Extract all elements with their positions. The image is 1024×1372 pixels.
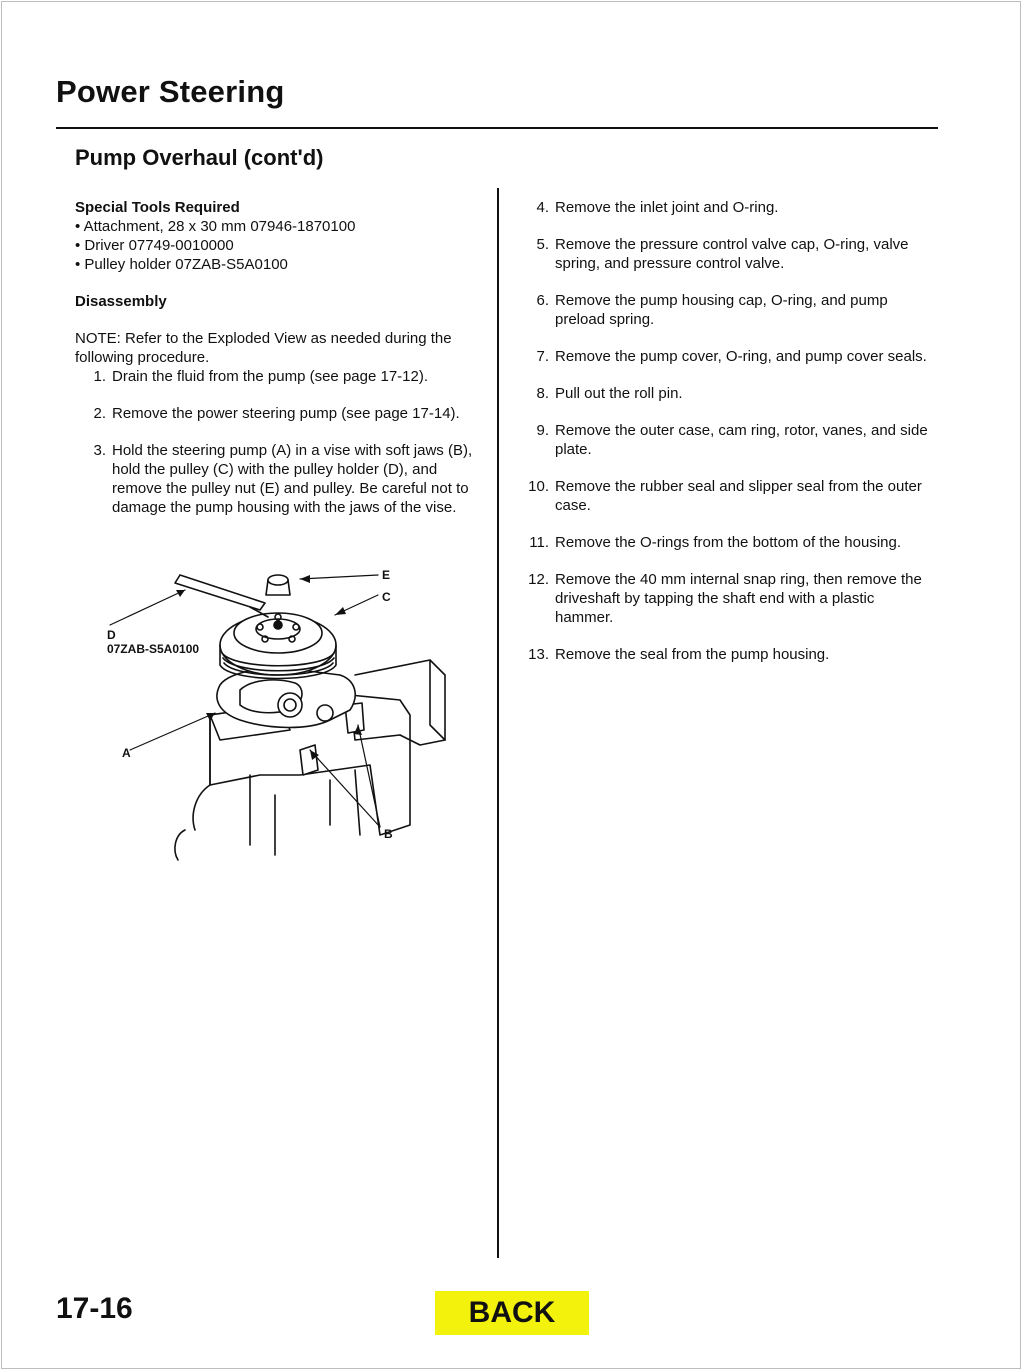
step-item [518, 235, 928, 273]
step-text: Remove the 40 mm internal snap ring, then remove the driveshaft by tapping the shaft end with a plastic hammer. [555, 571, 922, 626]
step-number: 2. [93, 405, 106, 422]
tool-item: • Pulley holder 07ZAB-S5A0100 [75, 256, 288, 273]
pump-vise-illustration [100, 565, 460, 865]
step-text: Hold the steering pump (A) in a vise with soft jaws (B), hold the pulley (C) with the pulley holder (D), and remove the pulley nut (E) and pulley. Be careful not to damage the pump housing with the jaws of the vise. [112, 442, 473, 516]
step-text: Drain the fluid from the pump (see page 17-12). [112, 368, 429, 385]
step-text: Pull out the roll pin. [555, 385, 683, 402]
step-text: Remove the outer case, cam ring, rotor, vanes, and side plate. [555, 422, 928, 458]
label-d-part-number: 07ZAB-S5A0100 [107, 642, 200, 656]
step-number: 7. [536, 348, 549, 365]
section-title: Power Steering [56, 74, 285, 109]
right-steps-list [518, 198, 928, 664]
step-number: 1. [93, 368, 106, 385]
step-number: 10. [528, 478, 549, 495]
back-button[interactable]: BACK [435, 1291, 589, 1335]
step-item [518, 198, 928, 217]
label-c: C [382, 590, 391, 604]
illustration-drawing [100, 565, 460, 865]
step-number: 12. [528, 571, 549, 588]
note-text: NOTE: Refer to the Exploded View as needed during the following procedure. [75, 330, 452, 366]
step-item [518, 347, 928, 366]
tools-heading: Special Tools Required [75, 199, 240, 216]
step-text: Remove the O-rings from the bottom of the housing. [555, 534, 902, 551]
step-text: Remove the pump cover, O-ring, and pump cover seals. [555, 348, 927, 365]
step-item [518, 384, 928, 403]
step-number: 11. [529, 534, 549, 551]
step-text: Remove the pump housing cap, O-ring, and pump preload spring. [555, 292, 888, 328]
page-subtitle: Pump Overhaul (cont'd) [75, 145, 324, 170]
step-number: 5. [536, 236, 549, 253]
label-b: B [384, 827, 393, 841]
step-text: Remove the pressure control valve cap, O-ring, valve spring, and pressure control valve. [555, 236, 909, 272]
title-rule [56, 127, 938, 129]
tool-item: • Attachment, 28 x 30 mm 07946-1870100 [75, 218, 356, 235]
step-text: Remove the rubber seal and slipper seal from the outer case. [555, 478, 922, 514]
step-item [518, 291, 928, 329]
step-number: 8. [536, 385, 549, 402]
step-item [75, 404, 485, 423]
label-a: A [122, 746, 131, 760]
step-item [518, 570, 928, 627]
step-item [518, 421, 928, 459]
step-number: 9. [536, 422, 549, 439]
step-text: Remove the seal from the pump housing. [555, 646, 830, 663]
step-item [75, 367, 485, 386]
page-number: 17-16 [56, 1292, 133, 1325]
step-number: 3. [93, 442, 106, 459]
step-text: Remove the power steering pump (see page 17-14). [112, 405, 460, 422]
label-d: D [107, 628, 116, 642]
left-steps-list [75, 367, 485, 517]
step-text: Remove the inlet joint and O-ring. [555, 199, 779, 216]
disassembly-heading: Disassembly [75, 293, 167, 310]
step-number: 6. [536, 292, 549, 309]
left-column [75, 198, 485, 535]
step-number: 4. [536, 199, 549, 216]
tools-list [75, 217, 485, 274]
tool-item: • Driver 07749-0010000 [75, 237, 234, 254]
step-item [518, 477, 928, 515]
column-divider [497, 188, 499, 1258]
right-column [518, 198, 928, 682]
label-e: E [382, 568, 391, 582]
step-number: 13. [528, 646, 549, 663]
step-item [75, 441, 485, 517]
step-item [518, 533, 928, 552]
step-item [518, 645, 928, 664]
